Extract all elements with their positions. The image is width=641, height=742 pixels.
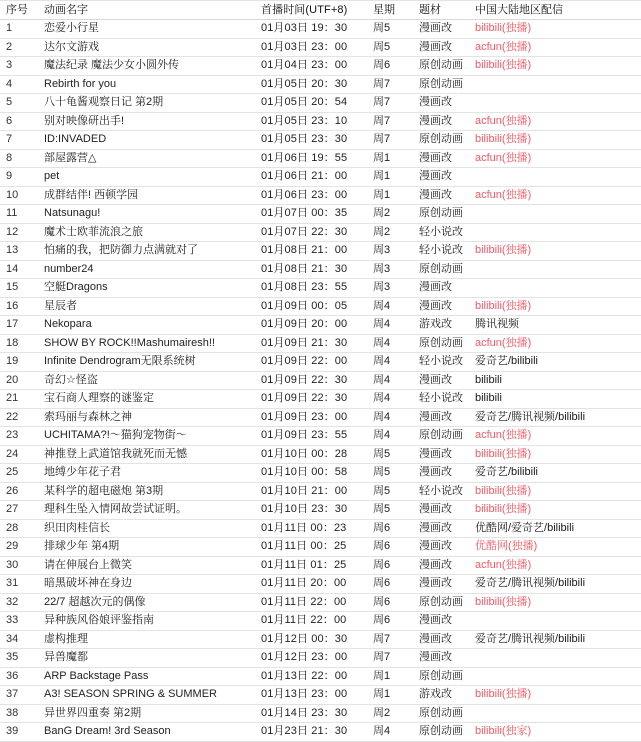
cell-genre: 原创动画 bbox=[413, 667, 469, 686]
cell-distribution: bilibili(独播) bbox=[469, 686, 641, 705]
cell-weekday: 周6 bbox=[367, 538, 413, 557]
cell-index: 37 bbox=[0, 686, 38, 705]
cell-weekday: 周6 bbox=[367, 57, 413, 76]
cell-distribution bbox=[469, 94, 641, 113]
cell-index: 24 bbox=[0, 445, 38, 464]
table-row bbox=[0, 260, 641, 279]
cell-index: 23 bbox=[0, 427, 38, 446]
cell-genre: 轻小说改 bbox=[413, 242, 469, 261]
cell-genre: 原创动画 bbox=[413, 723, 469, 742]
cell-genre: 漫画改 bbox=[413, 186, 469, 205]
cell-premiere-time: 01月09日 22：30 bbox=[255, 390, 367, 409]
cell-index: 13 bbox=[0, 242, 38, 261]
cell-weekday: 周7 bbox=[367, 112, 413, 131]
table-row bbox=[0, 38, 641, 57]
cell-premiere-time: 01月12日 00：30 bbox=[255, 630, 367, 649]
column-header-premiere-time: 首播时间(UTF+8) bbox=[255, 1, 367, 20]
cell-premiere-time: 01月05日 23：10 bbox=[255, 112, 367, 131]
cell-distribution bbox=[469, 223, 641, 242]
cell-premiere-time: 01月03日 23：00 bbox=[255, 38, 367, 57]
table-row bbox=[0, 686, 641, 705]
table-row bbox=[0, 168, 641, 187]
cell-genre: 轻小说改 bbox=[413, 390, 469, 409]
cell-genre: 漫画改 bbox=[413, 112, 469, 131]
cell-genre: 漫画改 bbox=[413, 168, 469, 187]
cell-genre: 漫画改 bbox=[413, 279, 469, 298]
cell-distribution: acfun(独播) bbox=[469, 334, 641, 353]
cell-distribution: bilibili(独播) bbox=[469, 57, 641, 76]
cell-weekday: 周6 bbox=[367, 593, 413, 612]
cell-weekday: 周6 bbox=[367, 612, 413, 631]
cell-index: 19 bbox=[0, 353, 38, 372]
cell-distribution bbox=[469, 667, 641, 686]
cell-weekday: 周3 bbox=[367, 242, 413, 261]
cell-genre: 原创动画 bbox=[413, 704, 469, 723]
table-row bbox=[0, 445, 641, 464]
cell-genre: 漫画改 bbox=[413, 94, 469, 113]
cell-premiere-time: 01月09日 21：30 bbox=[255, 334, 367, 353]
cell-weekday: 周4 bbox=[367, 723, 413, 742]
cell-index: 15 bbox=[0, 279, 38, 298]
cell-genre: 漫画改 bbox=[413, 519, 469, 538]
cell-distribution bbox=[469, 649, 641, 668]
cell-index: 18 bbox=[0, 334, 38, 353]
cell-premiere-time: 01月05日 20：54 bbox=[255, 94, 367, 113]
table-row bbox=[0, 408, 641, 427]
cell-anime-name: 怕痛的我，把防御力点满就对了 bbox=[38, 242, 255, 261]
cell-premiere-time: 01月10日 21：00 bbox=[255, 482, 367, 501]
cell-anime-name: 别对映像研出手! bbox=[38, 112, 255, 131]
cell-genre: 漫画改 bbox=[413, 538, 469, 557]
column-header-index: 序号 bbox=[0, 1, 38, 20]
cell-index: 2 bbox=[0, 38, 38, 57]
cell-weekday: 周7 bbox=[367, 649, 413, 668]
cell-weekday: 周5 bbox=[367, 464, 413, 483]
cell-weekday: 周4 bbox=[367, 390, 413, 409]
cell-weekday: 周4 bbox=[367, 408, 413, 427]
table-row bbox=[0, 94, 641, 113]
cell-premiere-time: 01月05日 20：30 bbox=[255, 75, 367, 94]
cell-premiere-time: 01月09日 23：55 bbox=[255, 427, 367, 446]
cell-index: 3 bbox=[0, 57, 38, 76]
cell-weekday: 周7 bbox=[367, 630, 413, 649]
cell-premiere-time: 01月11日 22：00 bbox=[255, 593, 367, 612]
cell-weekday: 周7 bbox=[367, 94, 413, 113]
cell-premiere-time: 01月23日 21：30 bbox=[255, 723, 367, 742]
cell-anime-name: 星辰者 bbox=[38, 297, 255, 316]
table-row bbox=[0, 427, 641, 446]
cell-weekday: 周1 bbox=[367, 186, 413, 205]
cell-distribution bbox=[469, 704, 641, 723]
cell-distribution: acfun(独播) bbox=[469, 38, 641, 57]
cell-distribution: acfun(独播) bbox=[469, 112, 641, 131]
cell-distribution: bilibili(独播) bbox=[469, 131, 641, 150]
cell-distribution: 腾讯视频 bbox=[469, 316, 641, 335]
cell-weekday: 周6 bbox=[367, 519, 413, 538]
cell-distribution: acfun(独播) bbox=[469, 149, 641, 168]
cell-premiere-time: 01月04日 23：00 bbox=[255, 57, 367, 76]
table-row bbox=[0, 501, 641, 520]
cell-distribution: bilibili bbox=[469, 390, 641, 409]
cell-weekday: 周4 bbox=[367, 316, 413, 335]
cell-distribution bbox=[469, 75, 641, 94]
cell-weekday: 周5 bbox=[367, 501, 413, 520]
cell-anime-name: 某科学的超电磁炮 第3期 bbox=[38, 482, 255, 501]
cell-anime-name: Nekopara bbox=[38, 316, 255, 335]
cell-premiere-time: 01月06日 23：00 bbox=[255, 186, 367, 205]
cell-premiere-time: 01月11日 20：00 bbox=[255, 575, 367, 594]
cell-distribution bbox=[469, 612, 641, 631]
cell-anime-name: 异世界四重奏 第2期 bbox=[38, 704, 255, 723]
table-row bbox=[0, 112, 641, 131]
cell-genre: 轻小说改 bbox=[413, 482, 469, 501]
table-row bbox=[0, 131, 641, 150]
cell-premiere-time: 01月13日 23：00 bbox=[255, 686, 367, 705]
cell-weekday: 周6 bbox=[367, 556, 413, 575]
cell-premiere-time: 01月06日 19：55 bbox=[255, 149, 367, 168]
table-row bbox=[0, 316, 641, 335]
table-row bbox=[0, 575, 641, 594]
cell-anime-name: 魔法纪录 魔法少女小圆外传 bbox=[38, 57, 255, 76]
table-row bbox=[0, 186, 641, 205]
cell-anime-name: A3! SEASON SPRING & SUMMER bbox=[38, 686, 255, 705]
cell-distribution: 爱奇艺/bilibili bbox=[469, 353, 641, 372]
cell-anime-name: ARP Backstage Pass bbox=[38, 667, 255, 686]
cell-weekday: 周7 bbox=[367, 75, 413, 94]
cell-anime-name: 神推登上武道馆我就死而无憾 bbox=[38, 445, 255, 464]
table-row bbox=[0, 279, 641, 298]
table-body bbox=[0, 20, 641, 742]
cell-weekday: 周1 bbox=[367, 667, 413, 686]
cell-weekday: 周6 bbox=[367, 575, 413, 594]
cell-anime-name: 八十龟酱观察日记 第2期 bbox=[38, 94, 255, 113]
cell-genre: 漫画改 bbox=[413, 612, 469, 631]
cell-anime-name: 空艇Dragons bbox=[38, 279, 255, 298]
cell-premiere-time: 01月09日 22：30 bbox=[255, 371, 367, 390]
cell-anime-name: 22/7 超越次元的偶像 bbox=[38, 593, 255, 612]
cell-anime-name: 成群结伴! 西顿学园 bbox=[38, 186, 255, 205]
cell-weekday: 周3 bbox=[367, 260, 413, 279]
table-row bbox=[0, 612, 641, 631]
cell-premiere-time: 01月08日 23：55 bbox=[255, 279, 367, 298]
table-row bbox=[0, 20, 641, 39]
column-header-anime-name: 动画名字 bbox=[38, 1, 255, 20]
cell-genre: 轻小说改 bbox=[413, 353, 469, 372]
cell-distribution bbox=[469, 168, 641, 187]
cell-index: 31 bbox=[0, 575, 38, 594]
cell-index: 38 bbox=[0, 704, 38, 723]
cell-genre: 游戏改 bbox=[413, 686, 469, 705]
cell-premiere-time: 01月11日 00：23 bbox=[255, 519, 367, 538]
table-row bbox=[0, 75, 641, 94]
table-row bbox=[0, 538, 641, 557]
cell-anime-name: 宝石商人理察的谜鉴定 bbox=[38, 390, 255, 409]
cell-index: 11 bbox=[0, 205, 38, 224]
cell-premiere-time: 01月09日 00：05 bbox=[255, 297, 367, 316]
cell-distribution: bilibili bbox=[469, 371, 641, 390]
cell-premiere-time: 01月10日 23：30 bbox=[255, 501, 367, 520]
cell-index: 16 bbox=[0, 297, 38, 316]
table-row bbox=[0, 57, 641, 76]
cell-anime-name: 部屋露营△ bbox=[38, 149, 255, 168]
cell-genre: 漫画改 bbox=[413, 649, 469, 668]
cell-premiere-time: 01月13日 22：00 bbox=[255, 667, 367, 686]
cell-anime-name: pet bbox=[38, 168, 255, 187]
cell-anime-name: 奇幻☆怪盗 bbox=[38, 371, 255, 390]
cell-premiere-time: 01月09日 20：00 bbox=[255, 316, 367, 335]
cell-distribution: acfun(独播) bbox=[469, 556, 641, 575]
cell-weekday: 周5 bbox=[367, 20, 413, 39]
cell-index: 34 bbox=[0, 630, 38, 649]
cell-genre: 漫画改 bbox=[413, 556, 469, 575]
cell-anime-name: 异兽魔都 bbox=[38, 649, 255, 668]
table-row bbox=[0, 149, 641, 168]
cell-weekday: 周1 bbox=[367, 149, 413, 168]
table-row bbox=[0, 704, 641, 723]
cell-genre: 原创动画 bbox=[413, 427, 469, 446]
cell-index: 10 bbox=[0, 186, 38, 205]
cell-weekday: 周5 bbox=[367, 38, 413, 57]
cell-genre: 原创动画 bbox=[413, 260, 469, 279]
cell-distribution: bilibili(独播) bbox=[469, 20, 641, 39]
table-row bbox=[0, 242, 641, 261]
cell-premiere-time: 01月11日 22：00 bbox=[255, 612, 367, 631]
table-row bbox=[0, 482, 641, 501]
table-row bbox=[0, 667, 641, 686]
cell-anime-name: 地缚少年花子君 bbox=[38, 464, 255, 483]
cell-weekday: 周4 bbox=[367, 353, 413, 372]
cell-genre: 漫画改 bbox=[413, 20, 469, 39]
cell-distribution bbox=[469, 260, 641, 279]
cell-index: 22 bbox=[0, 408, 38, 427]
table-row bbox=[0, 723, 641, 742]
cell-distribution: bilibili(独播) bbox=[469, 297, 641, 316]
cell-index: 27 bbox=[0, 501, 38, 520]
cell-genre: 原创动画 bbox=[413, 205, 469, 224]
cell-weekday: 周3 bbox=[367, 279, 413, 298]
cell-index: 6 bbox=[0, 112, 38, 131]
cell-index: 8 bbox=[0, 149, 38, 168]
cell-index: 12 bbox=[0, 223, 38, 242]
cell-weekday: 周2 bbox=[367, 223, 413, 242]
cell-genre: 漫画改 bbox=[413, 149, 469, 168]
cell-anime-name: 虚构推理 bbox=[38, 630, 255, 649]
cell-index: 28 bbox=[0, 519, 38, 538]
cell-weekday: 周4 bbox=[367, 297, 413, 316]
cell-anime-name: 魔术士欧菲流浪之旅 bbox=[38, 223, 255, 242]
table-row bbox=[0, 297, 641, 316]
cell-weekday: 周4 bbox=[367, 371, 413, 390]
cell-anime-name: 织田肉桂信长 bbox=[38, 519, 255, 538]
cell-genre: 漫画改 bbox=[413, 445, 469, 464]
cell-distribution bbox=[469, 279, 641, 298]
cell-premiere-time: 01月09日 22：00 bbox=[255, 353, 367, 372]
cell-genre: 漫画改 bbox=[413, 630, 469, 649]
cell-index: 39 bbox=[0, 723, 38, 742]
cell-index: 9 bbox=[0, 168, 38, 187]
cell-weekday: 周4 bbox=[367, 427, 413, 446]
cell-anime-name: SHOW BY ROCK!!Mashumairesh!! bbox=[38, 334, 255, 353]
cell-weekday: 周1 bbox=[367, 686, 413, 705]
cell-premiere-time: 01月08日 21：30 bbox=[255, 260, 367, 279]
table-row bbox=[0, 464, 641, 483]
cell-index: 5 bbox=[0, 94, 38, 113]
cell-anime-name: number24 bbox=[38, 260, 255, 279]
cell-distribution: bilibili(独家) bbox=[469, 723, 641, 742]
cell-index: 25 bbox=[0, 464, 38, 483]
cell-weekday: 周5 bbox=[367, 482, 413, 501]
column-header-distribution: 中国大陆地区配信 bbox=[469, 1, 641, 20]
table-row bbox=[0, 519, 641, 538]
cell-distribution: bilibili(独播) bbox=[469, 482, 641, 501]
cell-index: 20 bbox=[0, 371, 38, 390]
cell-genre: 漫画改 bbox=[413, 297, 469, 316]
cell-distribution: 爱奇艺/腾讯视频/bilibili bbox=[469, 575, 641, 594]
cell-anime-name: BanG Dream! 3rd Season bbox=[38, 723, 255, 742]
table-row bbox=[0, 371, 641, 390]
cell-distribution: 爱奇艺/腾讯视频/bilibili bbox=[469, 630, 641, 649]
cell-anime-name: ID:INVADED bbox=[38, 131, 255, 150]
cell-distribution: bilibili(独播) bbox=[469, 593, 641, 612]
cell-index: 29 bbox=[0, 538, 38, 557]
table-row bbox=[0, 353, 641, 372]
column-header-weekday: 星期 bbox=[367, 1, 413, 20]
cell-distribution: acfun(独播) bbox=[469, 427, 641, 446]
cell-weekday: 周5 bbox=[367, 445, 413, 464]
cell-anime-name: Rebirth for you bbox=[38, 75, 255, 94]
table-row bbox=[0, 593, 641, 612]
cell-premiere-time: 01月14日 23：30 bbox=[255, 704, 367, 723]
cell-genre: 原创动画 bbox=[413, 334, 469, 353]
cell-index: 17 bbox=[0, 316, 38, 335]
table-header-row bbox=[0, 1, 641, 20]
cell-anime-name: UCHITAMA?!～猫狗宠物街～ bbox=[38, 427, 255, 446]
table-row bbox=[0, 649, 641, 668]
cell-genre: 漫画改 bbox=[413, 501, 469, 520]
cell-genre: 游戏改 bbox=[413, 316, 469, 335]
cell-distribution: 爱奇艺/腾讯视频/bilibili bbox=[469, 408, 641, 427]
cell-genre: 原创动画 bbox=[413, 75, 469, 94]
cell-distribution: 优酷网/爱奇艺/bilibili bbox=[469, 519, 641, 538]
cell-index: 1 bbox=[0, 20, 38, 39]
cell-weekday: 周2 bbox=[367, 704, 413, 723]
cell-index: 30 bbox=[0, 556, 38, 575]
cell-index: 35 bbox=[0, 649, 38, 668]
cell-distribution: bilibili(独播) bbox=[469, 445, 641, 464]
cell-anime-name: Infinite Dendrogram无限系统树 bbox=[38, 353, 255, 372]
cell-anime-name: 达尔文游戏 bbox=[38, 38, 255, 57]
cell-premiere-time: 01月08日 21：00 bbox=[255, 242, 367, 261]
table-row bbox=[0, 223, 641, 242]
cell-genre: 漫画改 bbox=[413, 371, 469, 390]
cell-anime-name: 索玛丽与森林之神 bbox=[38, 408, 255, 427]
cell-premiere-time: 01月12日 23：00 bbox=[255, 649, 367, 668]
cell-index: 33 bbox=[0, 612, 38, 631]
cell-genre: 原创动画 bbox=[413, 593, 469, 612]
cell-weekday: 周2 bbox=[367, 205, 413, 224]
cell-distribution: 优酷网(独播) bbox=[469, 538, 641, 557]
cell-premiere-time: 01月03日 19：30 bbox=[255, 20, 367, 39]
cell-anime-name: 暗黑破坏神在身边 bbox=[38, 575, 255, 594]
cell-distribution: bilibili(独播) bbox=[469, 501, 641, 520]
cell-genre: 轻小说改 bbox=[413, 223, 469, 242]
cell-anime-name: 请在伸展台上微笑 bbox=[38, 556, 255, 575]
cell-distribution: 爱奇艺/bilibili bbox=[469, 464, 641, 483]
cell-anime-name: 理科生坠入情网故尝试证明。 bbox=[38, 501, 255, 520]
table-row bbox=[0, 205, 641, 224]
cell-genre: 漫画改 bbox=[413, 38, 469, 57]
table-row bbox=[0, 630, 641, 649]
cell-anime-name: 异种族风俗娘评鉴指南 bbox=[38, 612, 255, 631]
cell-weekday: 周7 bbox=[367, 131, 413, 150]
table-row bbox=[0, 556, 641, 575]
cell-genre: 原创动画 bbox=[413, 131, 469, 150]
cell-premiere-time: 01月07日 00：35 bbox=[255, 205, 367, 224]
cell-premiere-time: 01月10日 00：28 bbox=[255, 445, 367, 464]
cell-genre: 漫画改 bbox=[413, 408, 469, 427]
cell-premiere-time: 01月09日 23：00 bbox=[255, 408, 367, 427]
cell-index: 21 bbox=[0, 390, 38, 409]
table-row bbox=[0, 390, 641, 409]
cell-genre: 漫画改 bbox=[413, 575, 469, 594]
cell-weekday: 周4 bbox=[367, 334, 413, 353]
cell-index: 32 bbox=[0, 593, 38, 612]
table-row bbox=[0, 334, 641, 353]
cell-index: 26 bbox=[0, 482, 38, 501]
cell-anime-name: 恋爱小行星 bbox=[38, 20, 255, 39]
cell-distribution bbox=[469, 205, 641, 224]
cell-index: 14 bbox=[0, 260, 38, 279]
cell-premiere-time: 01月11日 01：25 bbox=[255, 556, 367, 575]
cell-premiere-time: 01月05日 23：30 bbox=[255, 131, 367, 150]
cell-index: 36 bbox=[0, 667, 38, 686]
cell-weekday: 周1 bbox=[367, 168, 413, 187]
cell-index: 7 bbox=[0, 131, 38, 150]
cell-premiere-time: 01月11日 00：25 bbox=[255, 538, 367, 557]
cell-genre: 原创动画 bbox=[413, 57, 469, 76]
cell-premiere-time: 01月06日 21：00 bbox=[255, 168, 367, 187]
cell-genre: 漫画改 bbox=[413, 464, 469, 483]
column-header-genre: 题材 bbox=[413, 1, 469, 20]
cell-anime-name: 排球少年 第4期 bbox=[38, 538, 255, 557]
cell-anime-name: Natsunagu! bbox=[38, 205, 255, 224]
cell-distribution: bilibili(独播) bbox=[469, 242, 641, 261]
cell-premiere-time: 01月10日 00：58 bbox=[255, 464, 367, 483]
cell-distribution: acfun(独播) bbox=[469, 186, 641, 205]
cell-index: 4 bbox=[0, 75, 38, 94]
cell-premiere-time: 01月07日 22：30 bbox=[255, 223, 367, 242]
